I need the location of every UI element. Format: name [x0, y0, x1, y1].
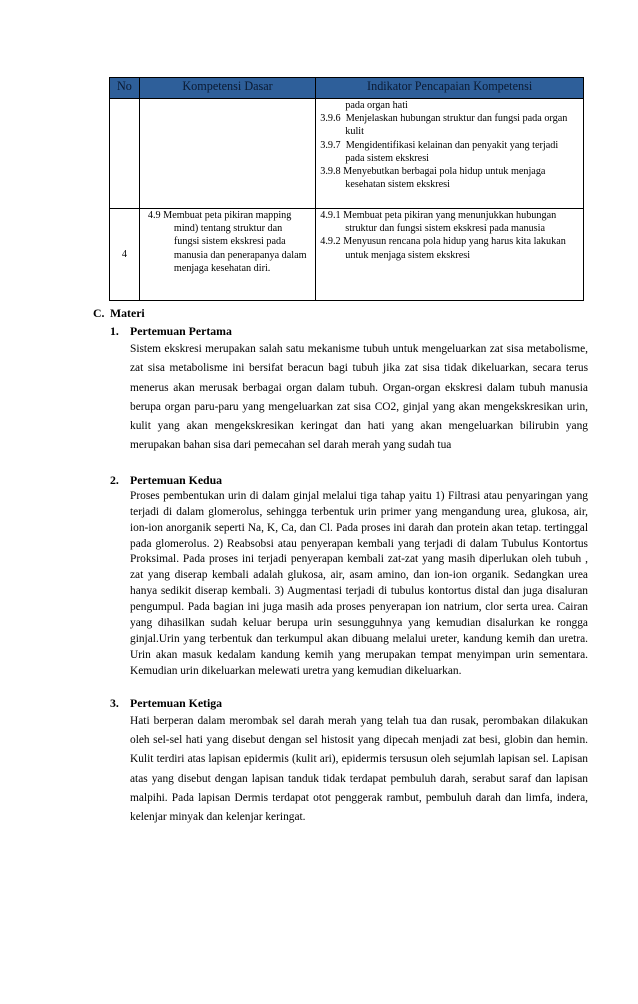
indicator-item [320, 235, 579, 261]
header-kompetensi-dasar: Kompetensi Dasar [139, 78, 315, 99]
table-row [110, 209, 584, 301]
row1-kd [139, 99, 315, 209]
meeting-title: Pertemuan Ketiga [130, 695, 223, 710]
meeting-number: 2. [110, 472, 119, 487]
meeting-title: Pertemuan Kedua [130, 472, 223, 487]
indicator-item [320, 139, 579, 165]
meeting-1 [110, 324, 588, 456]
indicator-text: Mengidentifikasi kelainan dan penyakit yang terjadi pada sistem ekskresi [345, 139, 559, 164]
kd-number: 4.9 [147, 210, 161, 221]
indicator-number: 4.9.2 [320, 236, 341, 248]
indicator-number: 3.9.8 [320, 166, 341, 178]
header-indikator: Indikator Pencapaian Kompetensi [316, 78, 584, 99]
meeting-heading [110, 696, 588, 712]
meeting-text: Proses pembentukan urin di dalam ginjal melalui tiga tahap yaitu 1) Filtrasi atau penyaringan yang terjadi di dalam glomerolus, sehingga terbentuk urin primer yang mengandung urea, glukosa, air, ion-ion anorganik seperti Na, K, Ca, dan Cl. Pada proses ini darah dan protein akan tetap. tertinggal pada glomerolus. 2) Reabsobsi atau penyerapan kembali yang terjadi di dalam Tubulus Kontortus Proksimal. Pada proses ini terjadi penyerapan kembali zat-zat yang masih diperlukan oleh tubuh , zat yang diserap kembali adalah glukosa, air, asam amino, dan ion-ion organik. Sedangkan urea hanya sedikit diserap kembali. 3) Augmentasi terjadi di tubulus kontortus distal dan juga disaluran pengumpul. Pada bagian ini juga masih ada proses penyerapan ion natrium, clor serta urea. Cairan yang dihasilkan sudah keluar berupa urin sesungguhnya yang kemudian disalurkan ke rongga ginjal.Urin yang terbentuk dan terkumpul akan dibuang melalui ureter, kandung kemih dan uretra. Urin akan masuk kedalam kandung kemih yang merupakan tempat menyimpan urin sementara. Kemudian urin dikeluarkan melewati uretra yang kemudian dikeluarkan. [130, 489, 588, 677]
meeting-number: 1. [110, 324, 119, 338]
meeting-text: Sistem ekskresi merupakan salah satu mekanisme tubuh untuk mengeluarkan zat sisa metabolisme, zat sisa metabolisme ini bersifat beracun bagi tubuh jika zat sisa tidak dikeluarkan, secara terus menerus akan merusak berbagai organ dalam tubuh. Organ-organ ekskresi dalam tubuh manusia berupa organ paru-paru yang mengeluarkan zat sisa CO2, ginjal yang akan mengekskresikan urin, kulit yang akan mengekskresikan keringat dan hati yang akan mengeluarkan bilirubin yang merupakan bahan sisa dari pemecahan sel darah merah yang sudah tua [130, 343, 588, 452]
table-header-row [110, 78, 584, 99]
section-title: Materi [110, 306, 145, 320]
meeting-3 [110, 696, 588, 828]
kd-item [148, 209, 309, 275]
indicator-text: Membuat peta pikiran yang menunjukkan hubungan struktur dan fungsi sistem ekskresi pada manusia [343, 210, 557, 235]
materi-section [93, 306, 588, 827]
indicator-continuation: pada organ hati [345, 100, 408, 111]
indicator-number: 4.9.1 [320, 210, 341, 221]
row1-indicators [316, 99, 584, 209]
indicator-item [320, 165, 579, 191]
row2-no: 4 [110, 209, 140, 301]
indicator-item [320, 112, 579, 138]
indicator-number: 3.9.7 [320, 139, 341, 151]
meeting-2 [110, 473, 588, 680]
meeting-number: 3. [110, 695, 119, 710]
indicator-number: 3.9.6 [320, 113, 341, 125]
section-letter: C. [93, 306, 105, 320]
row2-kd [139, 209, 315, 301]
meeting-title: Pertemuan Pertama [130, 324, 232, 338]
indicator-text: Menyebutkan berbagai pola hidup untuk menjaga kesehatan sistem ekskresi [343, 166, 546, 191]
indicator-text: Menjelaskan hubungan struktur dan fungsi pada organ kulit [345, 113, 568, 138]
meeting-heading [110, 473, 588, 489]
meeting-text: Hati berperan dalam merombak sel darah merah yang telah tua dan rusak, perombakan dilakukan oleh sel-sel hati yang disebut dengan sel histosit yang dipecah menjadi zat besi, globin dan hemin. Kulit terdiri atas lapisan epidermis (kulit ari), epidermis tersusun oleh sejumlah lapisan sel. Lapisan atas yang disebut dengan lapisan tanduk tidak terdapat pembuluh darah, serabut saraf dan lapisan malpihi. Pada lapisan Dermis terdapat otot penggerak rambut, pembuluh darah dan limfa, indera, kelenjar minyak dan kelenjar keringat. [130, 714, 588, 824]
row2-indicators [316, 209, 584, 301]
kd-text: Membuat peta pikiran mapping mind) tentang struktur dan fungsi sistem ekskresi pada manusia dan penerapanya dalam menjaga kesehatan diri. [163, 210, 307, 274]
competency-table [109, 77, 584, 301]
header-no: No [110, 78, 140, 99]
indicator-item [320, 209, 579, 235]
section-heading [93, 306, 588, 324]
meeting-heading [110, 324, 588, 340]
indicator-text: Menyusun rencana pola hidup yang harus kita lakukan untuk menjaga sistem ekskresi [343, 236, 566, 261]
row1-no [110, 99, 140, 209]
table-row [110, 99, 584, 209]
